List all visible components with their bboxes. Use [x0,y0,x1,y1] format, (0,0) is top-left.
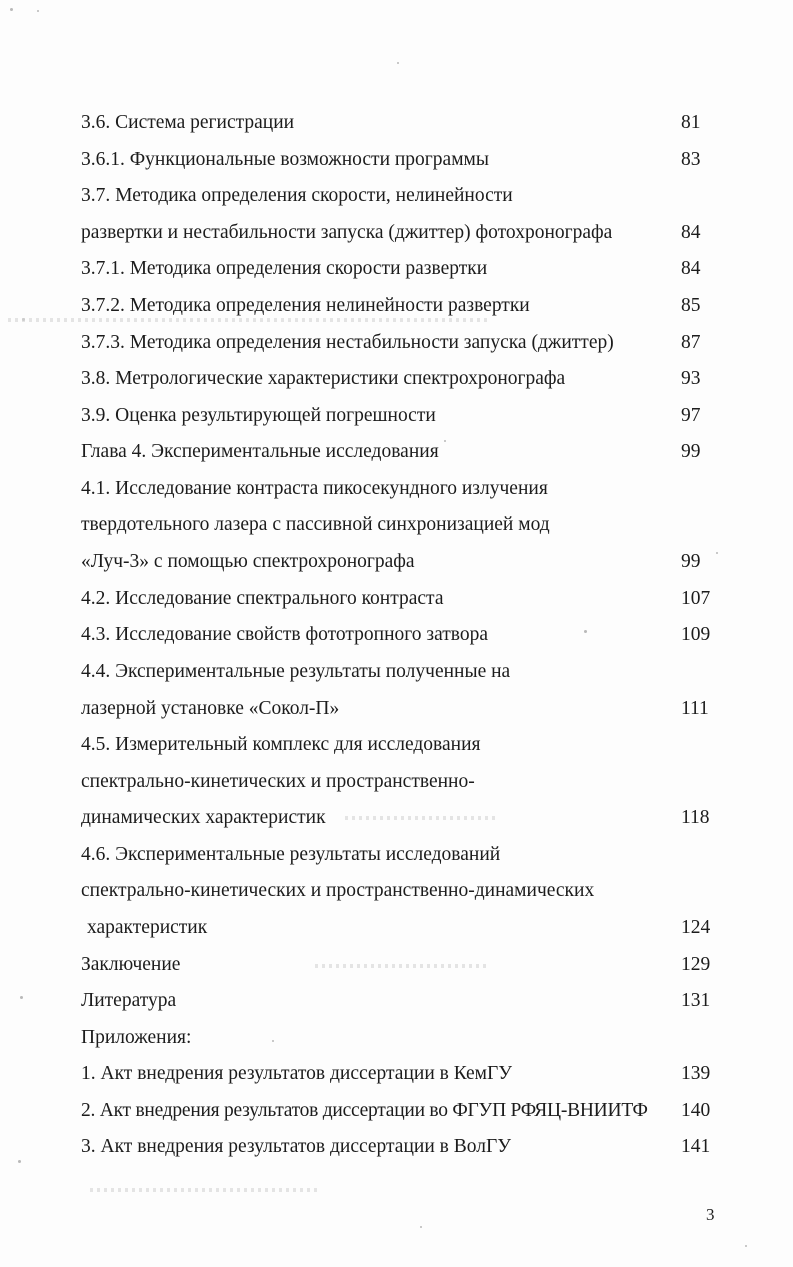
scan-speck [745,1245,747,1247]
toc-entry [81,438,721,466]
toc-entry [81,658,721,686]
toc-entry-title: твердотельного лазера с пассивной синхронизацией мод [81,514,550,535]
toc-entry-title: Заключение [81,954,181,975]
toc-entry [81,987,721,1015]
toc-entry [81,182,721,210]
toc-entry-title: спектрально-кинетических и пространственно- [81,771,475,792]
toc-entry [81,329,721,357]
scan-speck [37,10,39,12]
toc-entry [81,511,721,539]
toc-entry-page: 85 [681,295,701,316]
toc-entry-title: 3.7.1. Методика определения скорости развертки [81,258,488,279]
toc-entry-title: 3.6. Система регистрации [81,112,295,133]
toc-entry-page: 140 [681,1100,711,1121]
toc-entry-page: 124 [681,917,711,938]
toc-entry-page: 99 [681,551,701,572]
toc-entry-page: 111 [681,698,709,719]
toc-entry-page: 107 [681,588,711,609]
toc-entry-title: лазерной установке «Сокол-П» [81,698,340,719]
toc-entry [81,1097,721,1125]
toc-entry-title: Литература [81,990,177,1011]
toc-entry [81,146,721,174]
toc-entry-title: «Луч-3» с помощью спектрохронографа [81,551,415,572]
toc-entry [81,365,721,393]
toc-entry-page: 84 [681,222,701,243]
toc-entry [81,1060,721,1088]
toc-entry [81,695,721,723]
toc-entry-title: развертки и нестабильности запуска (джиттер) фотохронографа [81,222,613,243]
toc-entry-title: 2. Акт внедрения результатов диссертации во ФГУП РФЯЦ-ВНИИТФ [81,1100,648,1121]
toc-entry-page: 129 [681,954,711,975]
toc-entry-title: 1. Акт внедрения результатов диссертации в КемГУ [81,1063,513,1084]
toc-entry [81,951,721,979]
toc-entry-page: 93 [681,368,701,389]
toc-entry [81,292,721,320]
toc-entry-title: спектрально-кинетических и пространственно-динамических [81,880,595,901]
toc-entry [81,548,721,576]
toc-entry-page: 99 [681,441,701,462]
toc-entry-title: 4.1. Исследование контраста пикосекундного излучения [81,478,548,499]
toc-entry-page: 83 [681,149,701,170]
toc-entry [81,255,721,283]
toc-entry-page: 87 [681,332,701,353]
toc-entry [81,731,721,759]
toc-entry [81,804,721,832]
toc-entry-title: 3. Акт внедрения результатов диссертации в ВолГУ [81,1136,512,1157]
toc-entry [81,109,721,137]
scan-speck [397,62,399,64]
scan-speck [18,1160,21,1163]
toc-entry-title: 4.4. Экспериментальные результаты полученные на [81,661,511,682]
toc-entry-page: 97 [681,405,701,426]
scan-speck [10,8,13,11]
toc-entry-page: 118 [681,807,710,828]
scan-speck [420,1226,422,1228]
toc-entry-title: 4.5. Измерительный комплекс для исследования [81,734,481,755]
toc-entry [81,621,721,649]
toc-entry-title: 4.6. Экспериментальные результаты исследований [81,844,501,865]
toc-entry-page: 141 [681,1136,711,1157]
toc-entry-title: 3.7.3. Методика определения нестабильности запуска (джиттер) [81,332,614,353]
toc-entry-title: 4.3. Исследование свойств фототропного затвора [81,624,489,645]
toc-entry-title: 3.6.1. Функциональные возможности программы [81,149,489,170]
toc-entry [81,1024,721,1052]
toc-entry [81,914,721,942]
page-number: 3 [706,1205,715,1224]
toc-entry-title: 3.8. Метрологические характеристики спектрохронографа [81,368,566,389]
toc-entry-title: динамических характеристик [81,807,326,828]
toc-entry [81,475,721,503]
toc-entry [81,877,721,905]
toc-entry-title: 3.9. Оценка результирующей погрешности [81,405,436,426]
toc-entry-page: 81 [681,112,701,133]
toc-entry-page: 84 [681,258,701,279]
toc-entry-title: Глава 4. Экспериментальные исследования [81,441,439,462]
toc-entry-title: Приложения: [81,1027,192,1048]
toc-entry-title: 3.7.2. Методика определения нелинейности развертки [81,295,530,316]
toc-entry-title: характеристик [87,917,208,938]
toc-entry-page: 139 [681,1063,711,1084]
toc-entry-title: 4.2. Исследование спектрального контраста [81,588,444,609]
toc-entry [81,841,721,869]
toc-entry [81,402,721,430]
toc-entry [81,1133,721,1161]
scan-speck [20,996,23,999]
toc-entry-title: 3.7. Методика определения скорости, нелинейности [81,185,513,206]
toc-entry [81,768,721,796]
scan-smudge [90,1188,320,1192]
toc-entry-page: 131 [681,990,711,1011]
toc-entry-page: 109 [681,624,711,645]
toc-entry [81,585,721,613]
toc-entry [81,219,721,247]
